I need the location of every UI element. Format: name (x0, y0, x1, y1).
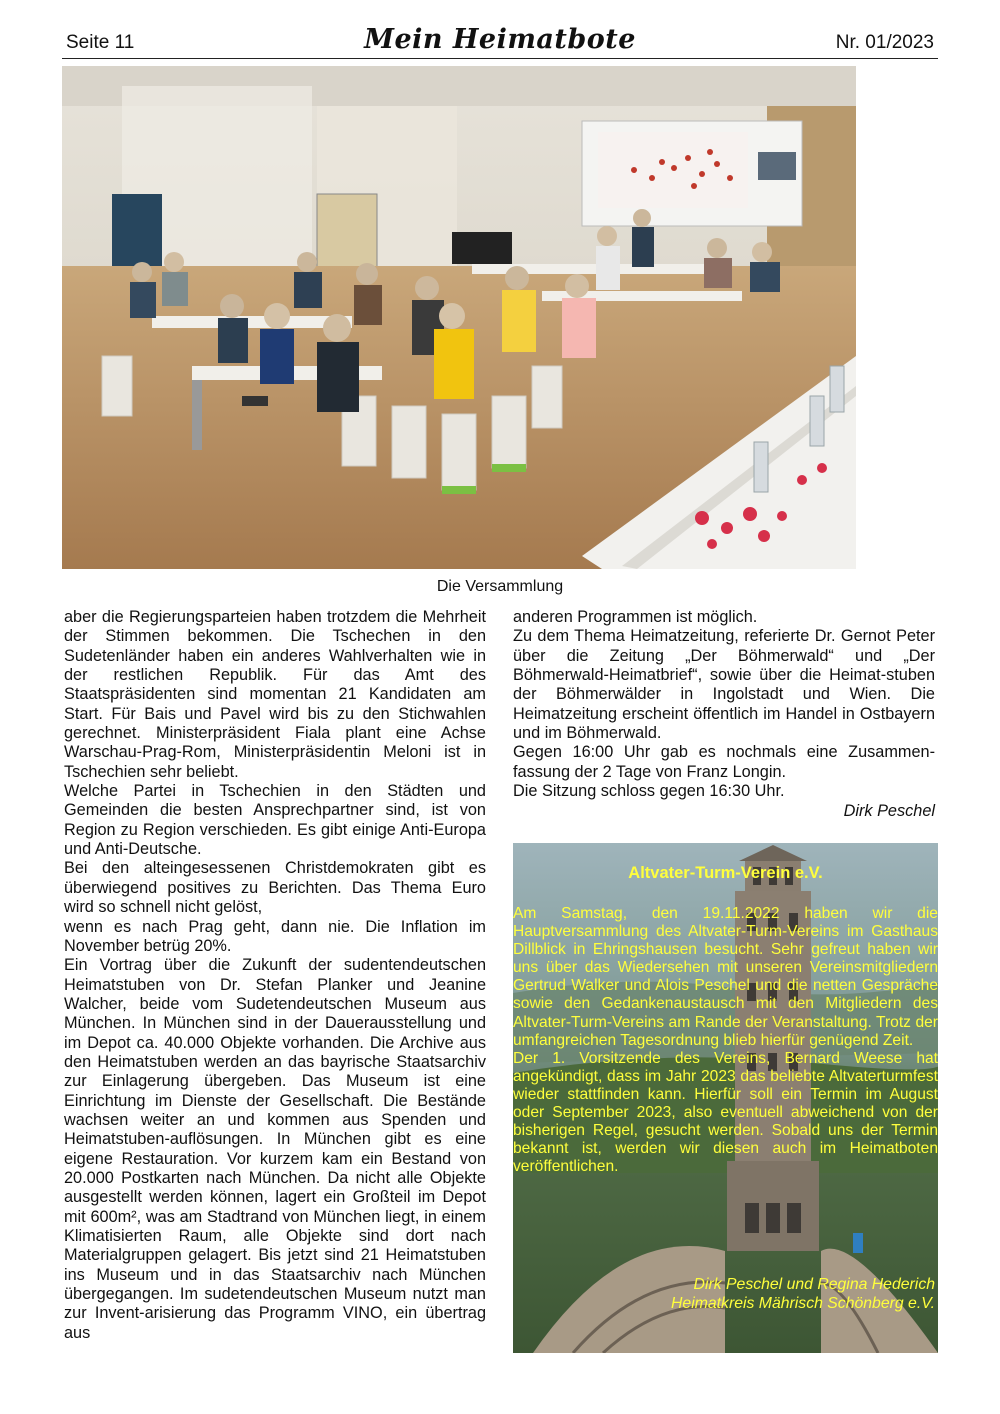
masthead-title: Mein Heimatbote (364, 24, 636, 55)
box-paragraph: Am Samstag, den 19.11.2022 haben wir die Hauptversammlung des Altvater-Turm-Vereins im Gasthaus Dillblick in Ehringshausen besucht. Sehr gefreut haben wir uns über das Wiedersehen mit unseren Vereinsmitgliedern Gertrud Walker und Alois Peschel und die netten Gespräche sowie den Gedankenaustausch mit den Mitgliedern des Altvater-Turm-Vereins am Rande der Veranstaltung. Trotz der umfangreichen Tagesordnung blieb hierfür genügend Zeit. (513, 905, 938, 1049)
article-paragraph: Die Sitzung schloss gegen 16:30 Uhr. (513, 782, 785, 801)
article-paragraph: wenn es nach Prag geht, dann nie. Die Inflation im November betrüg 20%. (64, 917, 486, 955)
article-paragraph: Bei den alteingesessenen Christdemokraten gibt es überwiegend positives zu Berichten. Das Thema Euro wird so schnell nicht gelöst, (64, 859, 486, 917)
issue-number: Nr. 01/2023 (835, 32, 934, 53)
article-paragraph: anderen Programmen ist möglich. (513, 608, 758, 626)
altvater-box-text (513, 905, 938, 1176)
article-paragraph: Zu dem Thema Heimatzeitung, referierte Dr. Gernot Peter über die Zeitung „Der Böhmerwald“ und „Der Böhmerwald-Heimatbrief“, sowie über die Heimat-stuben der Böhmerwälder in Ingolstadt und Wien. Die Heimatzeitung erscheint öffentlich im Handel in Ostbayern und im Böhmerwald. (513, 627, 935, 743)
altvater-box (513, 843, 938, 1353)
article-paragraph: Welche Partei in Tschechien in den Städten und Gemeinden die besten Ansprechpartner sind, ist von Region zu Region verschieden. Es gibt einige Anti-Europa und Anti-Deutsche. (64, 782, 486, 859)
article-column-right (513, 608, 935, 822)
page-number: Seite 11 (66, 32, 135, 53)
article-paragraph: Ein Vortrag über die Zukunft der sudentendeutschen Heimatstuben von Dr. Stefan Planker und Jeanine Walcher, beide vom Sudetendeutschen Museum aus München. In München sind in der Dauerausstellung und im Depot ca. 40.000 Objekte vorhanden. Die Archive aus den Heimatstuben werden an das bayrische Staatsarchiv zur Einlagerung übergeben. Das Museum ist eine Einrichtung im Dienste der Gesellschaft. Die Bestände wachsen weiter an und kommen aus Spenden und Heimatstuben-auflösungen. In München gibt es eine eigene Restauration. Vor kurzem kam ein Bestand von 20.000 Postkarten nach München. Da nicht alle Objekte ausgestellt werden können, lagert ein Großteil im Depot mit 600m², was am Stadtrand von München liegt, in einem Klimatisierten Raum, alle Objekte sind dort nach Materialgruppen gelagert. Bis jetzt sind 21 Heimatstuben ins Museum und in das Staatsarchiv nach München übergegangen. Im sudetendeutschen Museum nutzt man zur Invent-arisierung das Programm VINO, ein übertrag aus (64, 956, 486, 1342)
box-signature-names: Dirk Peschel und Regina Hederich (693, 1276, 935, 1293)
box-signature-org: Heimatkreis Mährisch Schönberg e.V. (671, 1294, 935, 1312)
article-paragraph: aber die Regierungsparteien haben trotzdem die Mehrheit der Stimmen bekommen. Die Tschechen in den Sudetenländer haben ein anderes Wahlverhalten wie in der restlichen Republik. Für das Amt des Staatspräsidenten sind momentan 21 Kandidaten am Start. Für Bais und Pavel wird bis zu den Stichwahlen gerechnet. Ministerpräsident Fiala plant eine Achse Warschau-Prag-Rom, Ministerpräsidentin Meloni ist in Tschechien sehr beliebt. (64, 608, 486, 781)
article-column-left (64, 608, 486, 1343)
altvater-box-title: Altvater-Turm-Verein e.V. (628, 864, 823, 882)
page-header (62, 26, 938, 59)
altvater-box-content (513, 843, 938, 1353)
altvater-box-signature (671, 1276, 935, 1313)
meeting-photo (62, 66, 856, 569)
photo-caption: Die Versammlung (436, 578, 564, 595)
meeting-photo-illustration (62, 66, 856, 569)
article-paragraph: Gegen 16:00 Uhr gab es nochmals eine Zusammen-fassung der 2 Tage von Franz Longin. (513, 743, 935, 781)
box-paragraph: Der 1. Vorsitzende des Vereins, Bernard Weese hat angekündigt, dass im Jahr 2023 das beliebte Altvaterturmfest wieder stattfinden kann. Hierfür soll ein Termin im August oder September 2023, also eventuell abweichend von der bisherigen Regel, gesucht werden. Sobald uns der Termin bekannt ist, werden wir diesen auch im Heimatboten veröffentlichen. (513, 1049, 938, 1176)
article-author: Dirk Peschel (843, 802, 935, 821)
